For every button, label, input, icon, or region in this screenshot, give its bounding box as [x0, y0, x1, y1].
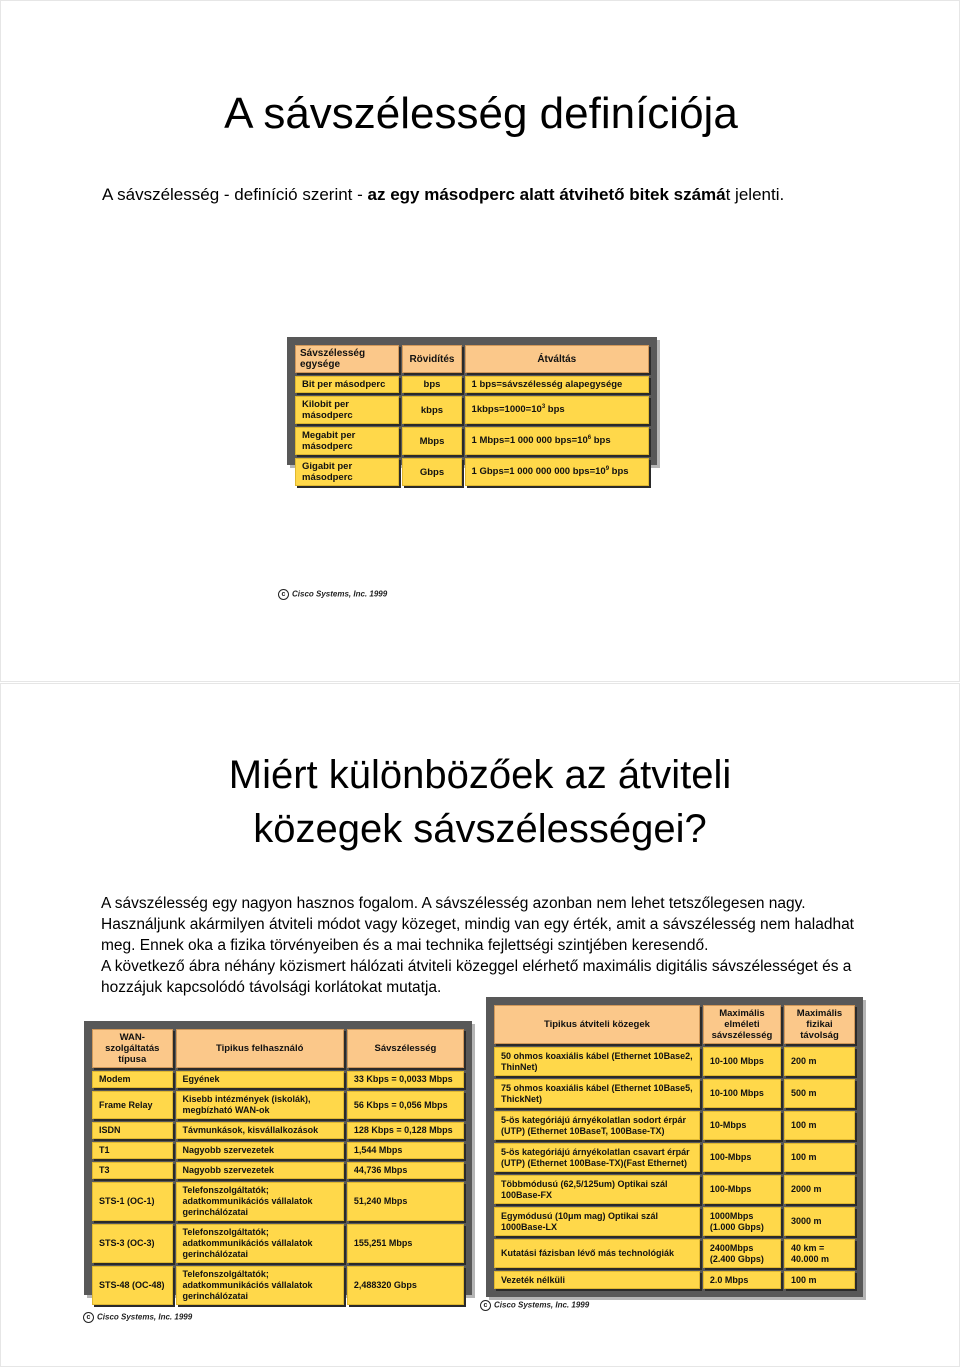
units-cell: Gbps [402, 458, 461, 486]
wan-cell: Egyének [176, 1071, 344, 1088]
wan-services-table [84, 1021, 472, 1301]
definition-tail: t jelenti. [725, 185, 785, 204]
media-cell: 10-Mbps [703, 1111, 781, 1140]
wan-cell: Telefonszolgáltatók; adatkommunikációs vállalatok gerinchálózatai [176, 1182, 344, 1221]
table-row [92, 1162, 464, 1179]
table-row [494, 1207, 855, 1236]
media-cell: 10-100 Mbps [703, 1047, 781, 1076]
media-cell: Egymódusú (10μm mag) Optikai szál 1000Base-LX [494, 1207, 700, 1236]
wan-cell: 155,251 Mbps [347, 1224, 464, 1263]
wan-cell: Kisebb intézmények (iskolák), megbízható WAN-ok [176, 1091, 344, 1119]
paragraph-line: A sávszélesség egy nagyon hasznos fogalom. A sávszélesség azonban nem lehet tetszőlegesen nagy. [101, 895, 806, 912]
table-row [92, 1091, 464, 1119]
slide-2-title-line-2: közegek sávszélességei? [253, 807, 707, 851]
wan-header-bandwidth: Sávszélesség [347, 1029, 464, 1068]
media-cell: 75 ohmos koaxiális kábel (Ethernet 10Base5, ThickNet) [494, 1079, 700, 1108]
paragraph-line: A következő ábra néhány közismert hálózati átviteli közeggel elérhető maximális digitális sávszélességet és a hozzájuk kapcsolódó távolsági korlátokat mutatja. [101, 958, 852, 996]
wan-cell: 1,544 Mbps [347, 1142, 464, 1159]
transmission-media-table [486, 997, 863, 1297]
media-cell: 5-ös kategóriájú árnyékolatlan csavart érpár (UTP) (Ethernet 100Base-TX)(Fast Ethernet) [494, 1143, 700, 1172]
paragraph-line: Használjunk akármilyen átviteli módot vagy közeget, mindig van egy érték, amit a sávszélesség nem haladhat meg. Ennek oka a fizika törvényeiben és a mai technika fejlettségi szintjében keresendő. [101, 916, 854, 954]
units-cell: Megabit per másodperc [295, 427, 399, 455]
units-cell: Gigabit per másodperc [295, 458, 399, 486]
media-header-bandwidth: Maximális elméleti sávszélesség [703, 1005, 781, 1044]
table-row [92, 1266, 464, 1305]
media-cell: 2400Mbps (2.400 Gbps) [703, 1239, 781, 1268]
units-header-conversion: Átváltás [465, 345, 649, 373]
media-cell: 40 km = 40.000 m [784, 1239, 855, 1268]
copyright-icon: c [83, 1312, 94, 1323]
units-header-unit: Sávszélesség egysége [295, 345, 399, 373]
table-row [295, 458, 649, 486]
media-cell: Többmódusú (62,5/125um) Optikai szál 100Base-FX [494, 1175, 700, 1204]
wan-header-user: Tipikus felhasználó [176, 1029, 344, 1068]
copyright-note [83, 1312, 192, 1323]
slide-1-title: A sávszélesség definíciója [224, 89, 738, 138]
media-header-medium: Tipikus átviteli közegek [494, 1005, 700, 1044]
wan-cell: STS-1 (OC-1) [92, 1182, 173, 1221]
media-cell: 5-ös kategóriájú árnyékolatlan sodort érpár (UTP) (Ethernet 10BaseT, 100Base-TX) [494, 1111, 700, 1140]
media-cell: 10-100 Mbps [703, 1079, 781, 1108]
slide-1 [0, 0, 960, 682]
units-cell: 1 Gbps=1 000 000 000 $bps=10^9$ bps [465, 458, 649, 486]
table-row [494, 1079, 855, 1108]
wan-cell: T1 [92, 1142, 173, 1159]
wan-cell: STS-3 (OC-3) [92, 1224, 173, 1263]
media-cell: 100 m [784, 1111, 855, 1140]
slide-2-title-line-1: Miért különbözőek az átviteli [228, 753, 732, 797]
wan-header-type: WAN-szolgáltatás típusa [92, 1029, 173, 1068]
units-header-abbr: Rövidítés [402, 345, 461, 373]
copyright-note [278, 589, 387, 600]
media-cell: 2000 m [784, 1175, 855, 1204]
table-row [92, 1122, 464, 1139]
media-cell: 100-Mbps [703, 1175, 781, 1204]
definition-paragraph [102, 183, 862, 207]
table-row [295, 396, 649, 424]
media-cell: 100-Mbps [703, 1143, 781, 1172]
units-cell: Mbps [402, 427, 461, 455]
copyright-text: Cisco Systems, Inc. 1999 [494, 1300, 590, 1310]
copyright-icon: c [278, 589, 289, 600]
wan-cell: Nagyobb szervezetek [176, 1142, 344, 1159]
table-row [295, 427, 649, 455]
wan-cell: Modem [92, 1071, 173, 1088]
media-cell: 50 ohmos koaxiális kábel (Ethernet 10Base2, ThinNet) [494, 1047, 700, 1076]
wan-cell: 51,240 Mbps [347, 1182, 464, 1221]
table-row [92, 1142, 464, 1159]
definition-bold: az egy másodperc alatt átvihető bitek számá [367, 185, 726, 204]
table-row [92, 1071, 464, 1088]
wan-cell: Nagyobb szervezetek [176, 1162, 344, 1179]
media-cell: 100 m [784, 1271, 855, 1289]
units-cell: bps [402, 376, 461, 393]
wan-cell: Telefonszolgáltatók; adatkommunikációs vállalatok gerinchálózatai [176, 1224, 344, 1263]
wan-cell: 56 Kbps = 0,056 Mbps [347, 1091, 464, 1119]
wan-cell: T3 [92, 1162, 173, 1179]
media-cell: 1000Mbps (1.000 Gbps) [703, 1207, 781, 1236]
media-header-distance: Maximális fizikai távolság [784, 1005, 855, 1044]
media-paragraph [101, 893, 861, 998]
wan-cell: Frame Relay [92, 1091, 173, 1119]
copyright-note [480, 1300, 589, 1311]
units-cell: 1 Mbps=1 000 000 $bps=10^6$ bps [465, 427, 649, 455]
copyright-text: Cisco Systems, Inc. 1999 [97, 1312, 193, 1322]
wan-cell: 128 Kbps = 0,128 Mbps [347, 1122, 464, 1139]
copyright-text: Cisco Systems, Inc. 1999 [292, 589, 388, 599]
table-row [494, 1047, 855, 1076]
table-row [92, 1182, 464, 1221]
table-row [494, 1271, 855, 1289]
wan-cell: 2,488320 Gbps [347, 1266, 464, 1305]
wan-cell: 44,736 Mbps [347, 1162, 464, 1179]
table-row [92, 1224, 464, 1263]
table-row [295, 376, 649, 393]
bandwidth-units-table [287, 337, 657, 483]
table-row [494, 1239, 855, 1268]
media-cell: Kutatási fázisban lévő más technológiák [494, 1239, 700, 1268]
media-cell: 500 m [784, 1079, 855, 1108]
units-cell: $1kbps=1000=10^3$ bps [465, 396, 649, 424]
wan-cell: 33 Kbps = 0,0033 Mbps [347, 1071, 464, 1088]
wan-cell: Távmunkások, kisvállalkozások [176, 1122, 344, 1139]
units-cell: 1 bps=sávszélesség alapegysége [465, 376, 649, 393]
table-row [494, 1143, 855, 1172]
units-cell: kbps [402, 396, 461, 424]
slide-2-title [0, 748, 960, 856]
media-cell: 3000 m [784, 1207, 855, 1236]
units-cell: Kilobit per másodperc [295, 396, 399, 424]
table-row [494, 1175, 855, 1204]
wan-cell: STS-48 (OC-48) [92, 1266, 173, 1305]
definition-plain: A sávszélesség - definíció szerint - [102, 185, 368, 204]
table-row [494, 1111, 855, 1140]
media-cell: Vezeték nélküli [494, 1271, 700, 1289]
media-cell: 2.0 Mbps [703, 1271, 781, 1289]
wan-cell: Telefonszolgáltatók; adatkommunikációs vállalatok gerinchálózatai [176, 1266, 344, 1305]
units-cell: Bit per másodperc [295, 376, 399, 393]
media-cell: 100 m [784, 1143, 855, 1172]
wan-cell: ISDN [92, 1122, 173, 1139]
media-cell: 200 m [784, 1047, 855, 1076]
copyright-icon: c [480, 1300, 491, 1311]
